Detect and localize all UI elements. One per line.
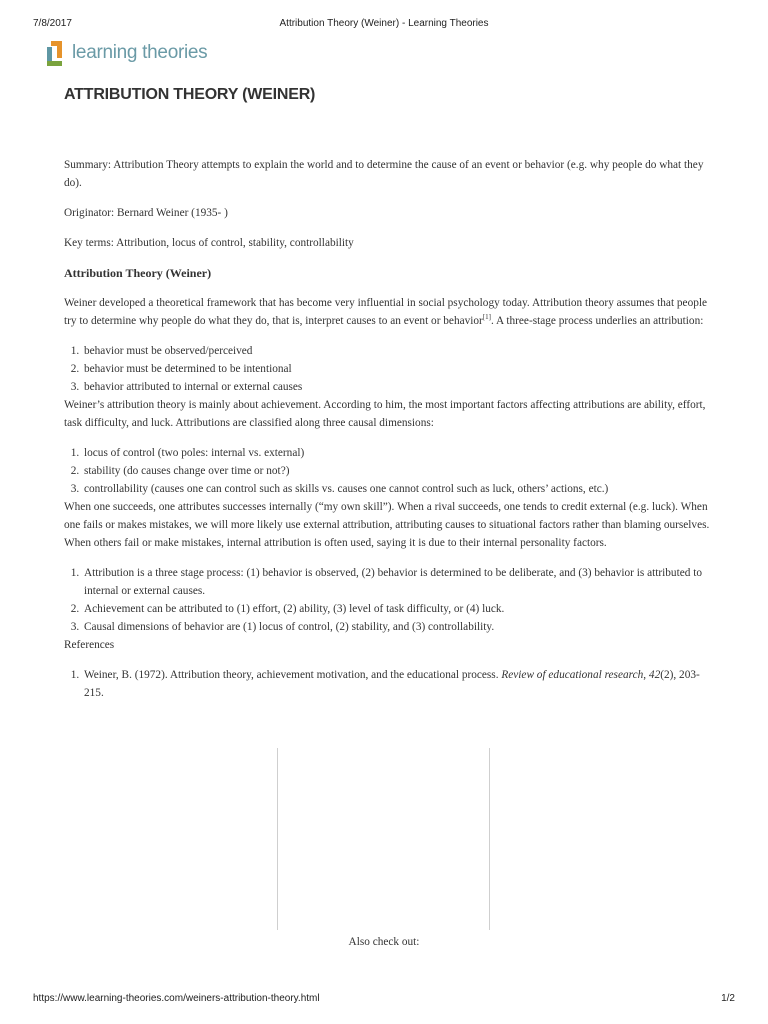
page-title: ATTRIBUTION THEORY (WEINER) <box>64 86 316 103</box>
dimensions-list <box>64 444 716 498</box>
list-item: 3. Causal dimensions of behavior are (1) locus of control, (2) stability, and (3) controllability. <box>82 618 716 636</box>
list-item: 3. controllability (causes one can control such as skills vs. causes one cannot control such as luck, others’ actions, etc.) <box>82 480 716 498</box>
article-body <box>64 156 716 702</box>
divider-left <box>277 748 278 930</box>
stages-list <box>64 342 716 396</box>
learning-theories-logo-icon <box>44 38 66 68</box>
reference-text: Weiner, B. (1972). Attribution theory, achievement motivation, and the educational process. <box>84 669 502 681</box>
summary-points-list <box>64 564 716 636</box>
references-list <box>64 666 716 702</box>
reference-pages: (2), 203-215. <box>84 669 700 699</box>
print-page-title: Attribution Theory (Weiner) - Learning Theories <box>279 18 489 29</box>
logo-text: learning theories <box>72 42 208 63</box>
list-item: 1. behavior must be observed/perceived <box>82 342 716 360</box>
site-logo[interactable] <box>44 38 207 68</box>
intro-text: Weiner developed a theoretical framework that has become very influential in social psychology today. Attribution theory assumes that people try to determine why people do what they do, that is, interpret causes to an event or behavior <box>64 297 708 327</box>
list-item: 1. locus of control (two poles: internal vs. external) <box>82 444 716 462</box>
citation-link[interactable]: [1] <box>482 313 491 322</box>
reference-volume: 42 <box>648 669 661 681</box>
reference-journal: Review of educational research <box>501 669 644 681</box>
list-item: 1. Attribution is a three stage process: (1) behavior is observed, (2) behavior is determined to be deliberate, and (3) behavior is attributed to internal or external causes. <box>82 564 716 600</box>
list-item: 2. stability (do causes change over time or not?) <box>82 462 716 480</box>
divider-right <box>489 748 490 930</box>
section-heading: Attribution Theory (Weiner) <box>64 266 212 280</box>
achievement-paragraph: Weiner’s attribution theory is mainly about achievement. According to him, the most important factors affecting attributions are ability, effort, task difficulty, and luck. Attributions are classified along three causal dimensions: <box>64 399 706 429</box>
reference-sep: , <box>643 669 649 681</box>
also-check-out-label: Also check out: <box>348 936 420 948</box>
list-item: 2. Achievement can be attributed to (1) effort, (2) ability, (3) level of task difficulty, or (4) luck. <box>82 600 716 618</box>
key-terms-paragraph: Key terms: Attribution, locus of control, stability, controllability <box>64 237 354 249</box>
reference-item <box>82 666 716 702</box>
intro-paragraph <box>64 294 716 330</box>
success-paragraph: When one succeeds, one attributes successes internally (“my own skill”). When a rival succeeds, one tends to credit external (e.g. luck). When one fails or makes mistakes, we will more likely use external attribution, attributing causes to situational factors rather than blaming ourselves. When others fail or make mistakes, internal attribution is often used, saying it is due to their internal personality factors. <box>64 501 710 549</box>
references-label: References <box>64 639 115 651</box>
list-item: 3. behavior attributed to internal or external causes <box>82 378 716 396</box>
page-number: 1/2 <box>721 993 735 1004</box>
list-item: 2. behavior must be determined to be intentional <box>82 360 716 378</box>
intro-text-end: . A three-stage process underlies an attribution: <box>490 315 704 327</box>
summary-paragraph: Summary: Attribution Theory attempts to explain the world and to determine the cause of an event or behavior (e.g. why people do what they do). <box>64 159 704 189</box>
footer-url: https://www.learning-theories.com/weiners-attribution-theory.html <box>33 993 320 1004</box>
print-date: 7/8/2017 <box>33 18 72 29</box>
originator-paragraph: Originator: Bernard Weiner (1935- ) <box>64 207 228 219</box>
